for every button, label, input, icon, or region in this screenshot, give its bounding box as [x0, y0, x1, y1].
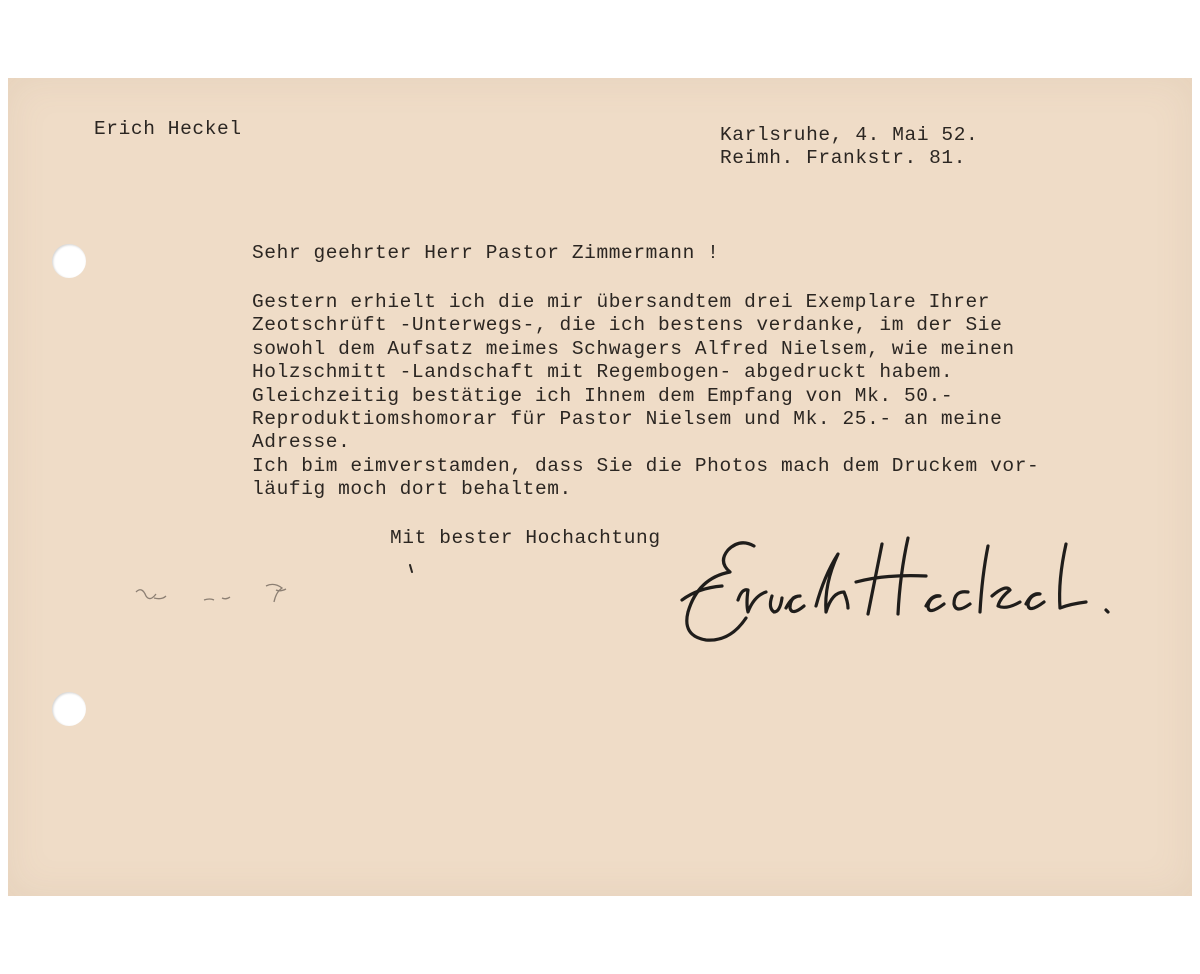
body-line: sowohl dem Aufsatz meimes Schwagers Alfred Nielsem, wie meinen: [252, 337, 1015, 360]
body-line: Holzschmitt -Landschaft mit Regembogen- abgedruckt habem.: [252, 361, 954, 384]
punch-hole-top: [52, 244, 86, 278]
body-line: Adresse.: [252, 431, 351, 454]
body-line: Gestern erhielt ich die mir übersandtem drei Exemplare Ihrer: [252, 291, 991, 313]
ink-speck: [408, 564, 414, 574]
handwritten-signature: [676, 526, 1152, 656]
letter-body: [252, 291, 1039, 502]
body-line: Zeotschrüft -Unterwegs-, die ich bestens verdanke, im der Sie: [252, 314, 1003, 337]
body-line: läufig moch dort behaltem.: [252, 478, 572, 501]
punch-hole-bottom: [52, 692, 86, 726]
letter-sheet: [8, 78, 1192, 896]
body-line: Reproduktiomshomorar für Pastor Nielsem und Mk. 25.- an meine: [252, 408, 1003, 431]
body-line: Gleichzeitig bestätige ich Ihnem dem Empfang von Mk. 50.-: [252, 384, 954, 407]
sender-address: Reimh. Frankstr. 81.: [720, 147, 967, 170]
place-date: Karlsruhe, 4. Mai 52.: [720, 124, 979, 146]
place-and-address: [720, 124, 978, 171]
sender-name: Erich Heckel: [94, 118, 242, 140]
ink-smudge: [126, 578, 306, 614]
salutation: Sehr geehrter Herr Pastor Zimmermann !: [252, 242, 720, 264]
closing-phrase: Mit bester Hochachtung: [390, 527, 661, 549]
body-line: Ich bim eimverstamden, dass Sie die Photos mach dem Druckem vor-: [252, 454, 1040, 477]
